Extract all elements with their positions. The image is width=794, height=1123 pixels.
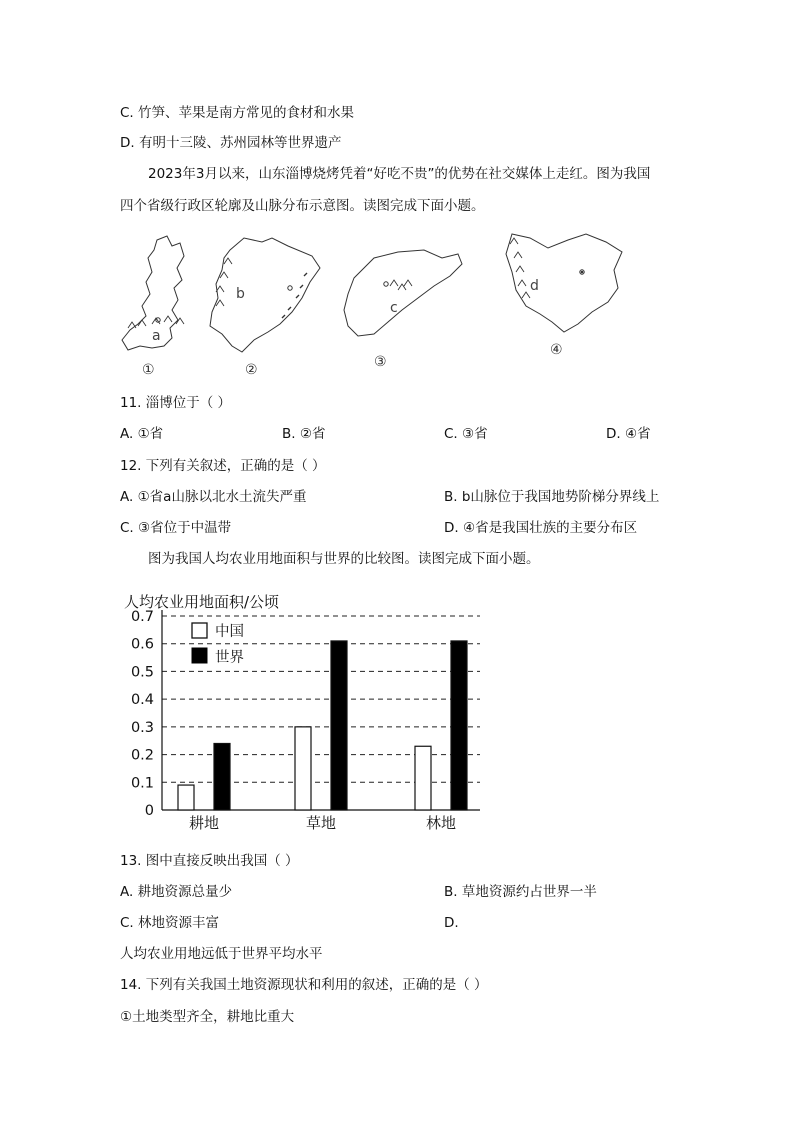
q14-item-1: ①土地类型齐全，耕地比重大: [120, 1009, 295, 1025]
y-tick-label: 0.6: [130, 636, 154, 653]
province-map-1: [122, 236, 184, 378]
intro-text-1b: 四个省级行政区轮廓及山脉分布示意图。读图完成下面小题。: [120, 198, 485, 214]
bar-world-0: [214, 743, 230, 810]
legend-swatch-world: [192, 648, 207, 663]
y-tick-label: 0: [144, 803, 154, 819]
q11-option-c[interactable]: C. ③省: [444, 426, 488, 442]
question-11: 11. 淄博位于（ ）: [120, 395, 232, 411]
bar-china-2: [415, 746, 431, 810]
q13-option-a[interactable]: A. 耕地资源总量少: [120, 884, 233, 900]
x-tick-label: 耕地: [188, 814, 220, 832]
province-map-2: [210, 238, 320, 378]
q11-option-b[interactable]: B. ②省: [282, 426, 326, 442]
q12-option-b[interactable]: B. b山脉位于我国地势阶梯分界线上: [444, 489, 660, 505]
y-tick-label: 0.4: [130, 692, 154, 709]
map-3-mountain-label: c: [390, 300, 398, 316]
bar-china-0: [178, 785, 194, 810]
q13-option-c[interactable]: C. 林地资源丰富: [120, 915, 220, 931]
question-13: 13. 图中直接反映出我国（ ）: [120, 853, 299, 869]
question-12: 12. 下列有关叙述，正确的是（ ）: [120, 458, 326, 474]
q13-option-d-text: 人均农业用地远低于世界平均水平: [120, 946, 323, 962]
q12-option-d[interactable]: D. ④省是我国壮族的主要分布区: [444, 520, 638, 536]
legend-label-world: 世界: [215, 650, 244, 666]
map-2-mountain-label: b: [236, 286, 245, 302]
chart-legend: [192, 623, 244, 666]
province-map-3: [344, 250, 462, 370]
map-3-number: ③: [374, 354, 387, 370]
q10-option-c: C. 竹笋、苹果是南方常见的食材和水果: [120, 105, 355, 121]
q10-option-d: D. 有明十三陵、苏州园林等世界遗产: [120, 135, 342, 151]
map-2-number: ②: [245, 362, 258, 378]
province-maps: [112, 228, 712, 378]
province-map-4: [506, 234, 622, 358]
chart-title: 人均农业用地面积/公顷: [124, 593, 280, 611]
bar-china-1: [295, 727, 311, 810]
q11-option-d[interactable]: D. ④省: [606, 426, 651, 442]
intro-text-2: 图为我国人均农业用地面积与世界的比较图。读图完成下面小题。: [148, 551, 540, 567]
q11-option-a[interactable]: A. ①省: [120, 426, 164, 442]
y-tick-label: 0.7: [130, 609, 154, 625]
map-4-number: ④: [550, 342, 563, 358]
x-tick-label: 林地: [425, 814, 457, 832]
question-14: 14. 下列有关我国土地资源现状和利用的叙述，正确的是（ ）: [120, 977, 488, 993]
map-4-mountain-label: d: [530, 278, 539, 294]
bar-world-1: [331, 641, 347, 810]
map-1-number: ①: [142, 362, 155, 378]
intro-text-1: 2023年3月以来，山东淄博烧烤凭着“好吃不贵”的优势在社交媒体上走红。图为我国: [148, 166, 651, 182]
q12-option-c[interactable]: C. ③省位于中温带: [120, 520, 232, 536]
q13-option-d[interactable]: D.: [444, 915, 459, 931]
q13-option-b[interactable]: B. 草地资源约占世界一半: [444, 884, 597, 900]
y-tick-label: 0.3: [130, 719, 154, 736]
legend-label-china: 中国: [215, 624, 244, 640]
y-tick-label: 0.2: [130, 747, 154, 764]
x-tick-label: 草地: [305, 814, 337, 832]
q12-option-a[interactable]: A. ①省a山脉以北水土流失严重: [120, 489, 307, 505]
agri-land-bar-chart: [118, 590, 488, 832]
map-1-mountain-label: a: [152, 328, 161, 344]
y-tick-label: 0.5: [130, 664, 154, 681]
y-tick-label: 0.1: [130, 775, 154, 792]
bar-world-2: [451, 641, 467, 810]
legend-swatch-china: [192, 623, 207, 638]
